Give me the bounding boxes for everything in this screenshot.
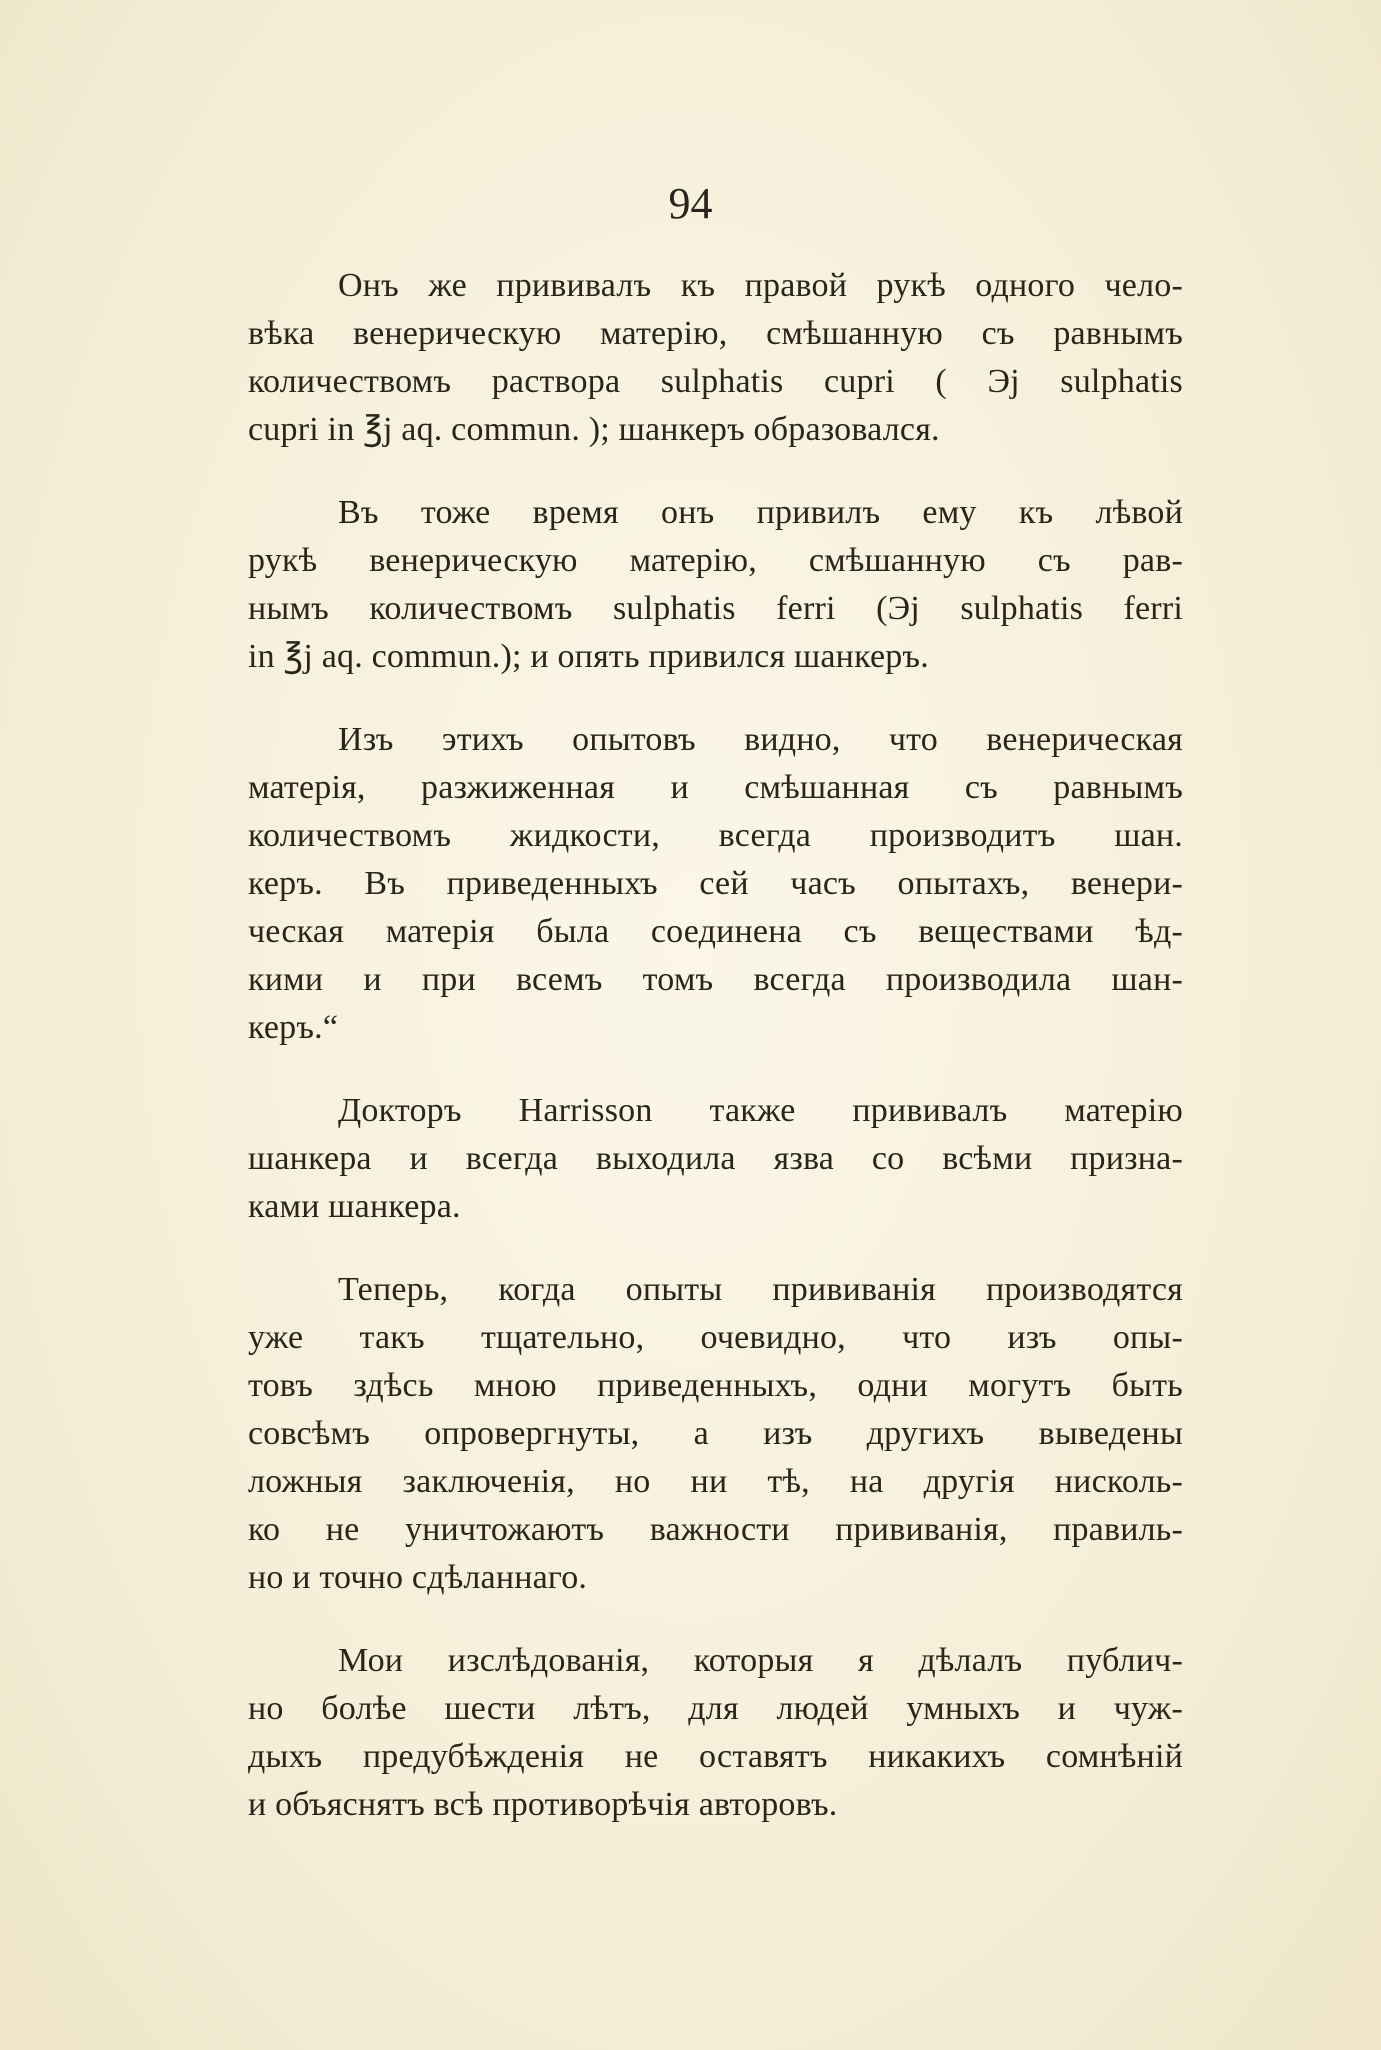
text-line: Въ тоже время онъ привилъ ему къ лѣвой	[338, 494, 1183, 531]
text-line: cupri in ℥j aq. commun. ); шанкеръ образовался.	[248, 411, 940, 448]
text-line: и объяснятъ всѣ противорѣчія авторовъ.	[248, 1786, 838, 1823]
text-line: товъ здѣсь мною приведенныхъ, одни могутъ быть	[248, 1367, 1183, 1404]
text-line: Докторъ Harrisson также прививалъ матерію	[338, 1092, 1183, 1129]
text-line: количествомъ жидкости, всегда производитъ шан.	[248, 817, 1183, 854]
text-line: кими и при всемъ томъ всегда производила шан-	[248, 961, 1183, 998]
text-line: керъ.“	[248, 1009, 339, 1046]
text-line: ками шанкера.	[248, 1188, 461, 1225]
text-line: матерія, разжиженная и смѣшанная съ равнымъ	[248, 769, 1183, 806]
text-line: Мои изслѣдованія, которыя я дѣлалъ публич-	[338, 1642, 1183, 1679]
text-line: ко не уничтожаютъ важности прививанія, правиль-	[248, 1511, 1183, 1548]
text-line: in ℥j aq. commun.); и опять привился шанкеръ.	[248, 638, 929, 675]
text-line: керъ. Въ приведенныхъ сей часъ опытахъ, венери-	[248, 865, 1183, 902]
text-line: вѣка венерическую матерію, смѣшанную съ равнымъ	[248, 315, 1183, 352]
text-line: Изъ этихъ опытовъ видно, что венерическая	[338, 721, 1183, 758]
body-text	[248, 262, 1183, 1864]
text-line: количествомъ раствора sulphatis cupri ( Эj sulphatis	[248, 363, 1183, 400]
paragraph	[248, 1087, 1183, 1231]
text-line: ложныя заключенія, но ни тѣ, на другія нисколь-	[248, 1463, 1183, 1500]
text-line: дыхъ предубѣжденія не оставятъ никакихъ сомнѣній	[248, 1738, 1183, 1775]
paragraph	[248, 1266, 1183, 1602]
text-line: Теперь, когда опыты прививанія производятся	[338, 1271, 1183, 1308]
paragraph	[248, 716, 1183, 1052]
text-line: совсѣмъ опровергнуты, а изъ другихъ выведены	[248, 1415, 1183, 1452]
page-number: 94	[668, 179, 713, 228]
text-line: нымъ количествомъ sulphatis ferri (Эj sulphatis ferri	[248, 590, 1183, 627]
text-line: Онъ же прививалъ къ правой рукѣ одного чело-	[338, 267, 1183, 304]
text-line: ческая матерія была соединена съ веществами ѣд-	[248, 913, 1183, 950]
text-line: но и точно сдѣланнаго.	[248, 1559, 588, 1596]
text-line: рукѣ венерическую матерію, смѣшанную съ рав-	[248, 542, 1183, 579]
text-line: шанкера и всегда выходила язва со всѣми призна-	[248, 1140, 1183, 1177]
paragraph	[248, 489, 1183, 681]
paragraph	[248, 1637, 1183, 1829]
text-line: но болѣе шести лѣтъ, для людей умныхъ и чуж-	[248, 1690, 1183, 1727]
paragraph	[248, 262, 1183, 454]
text-line: уже такъ тщательно, очевидно, что изъ опы-	[248, 1319, 1183, 1356]
